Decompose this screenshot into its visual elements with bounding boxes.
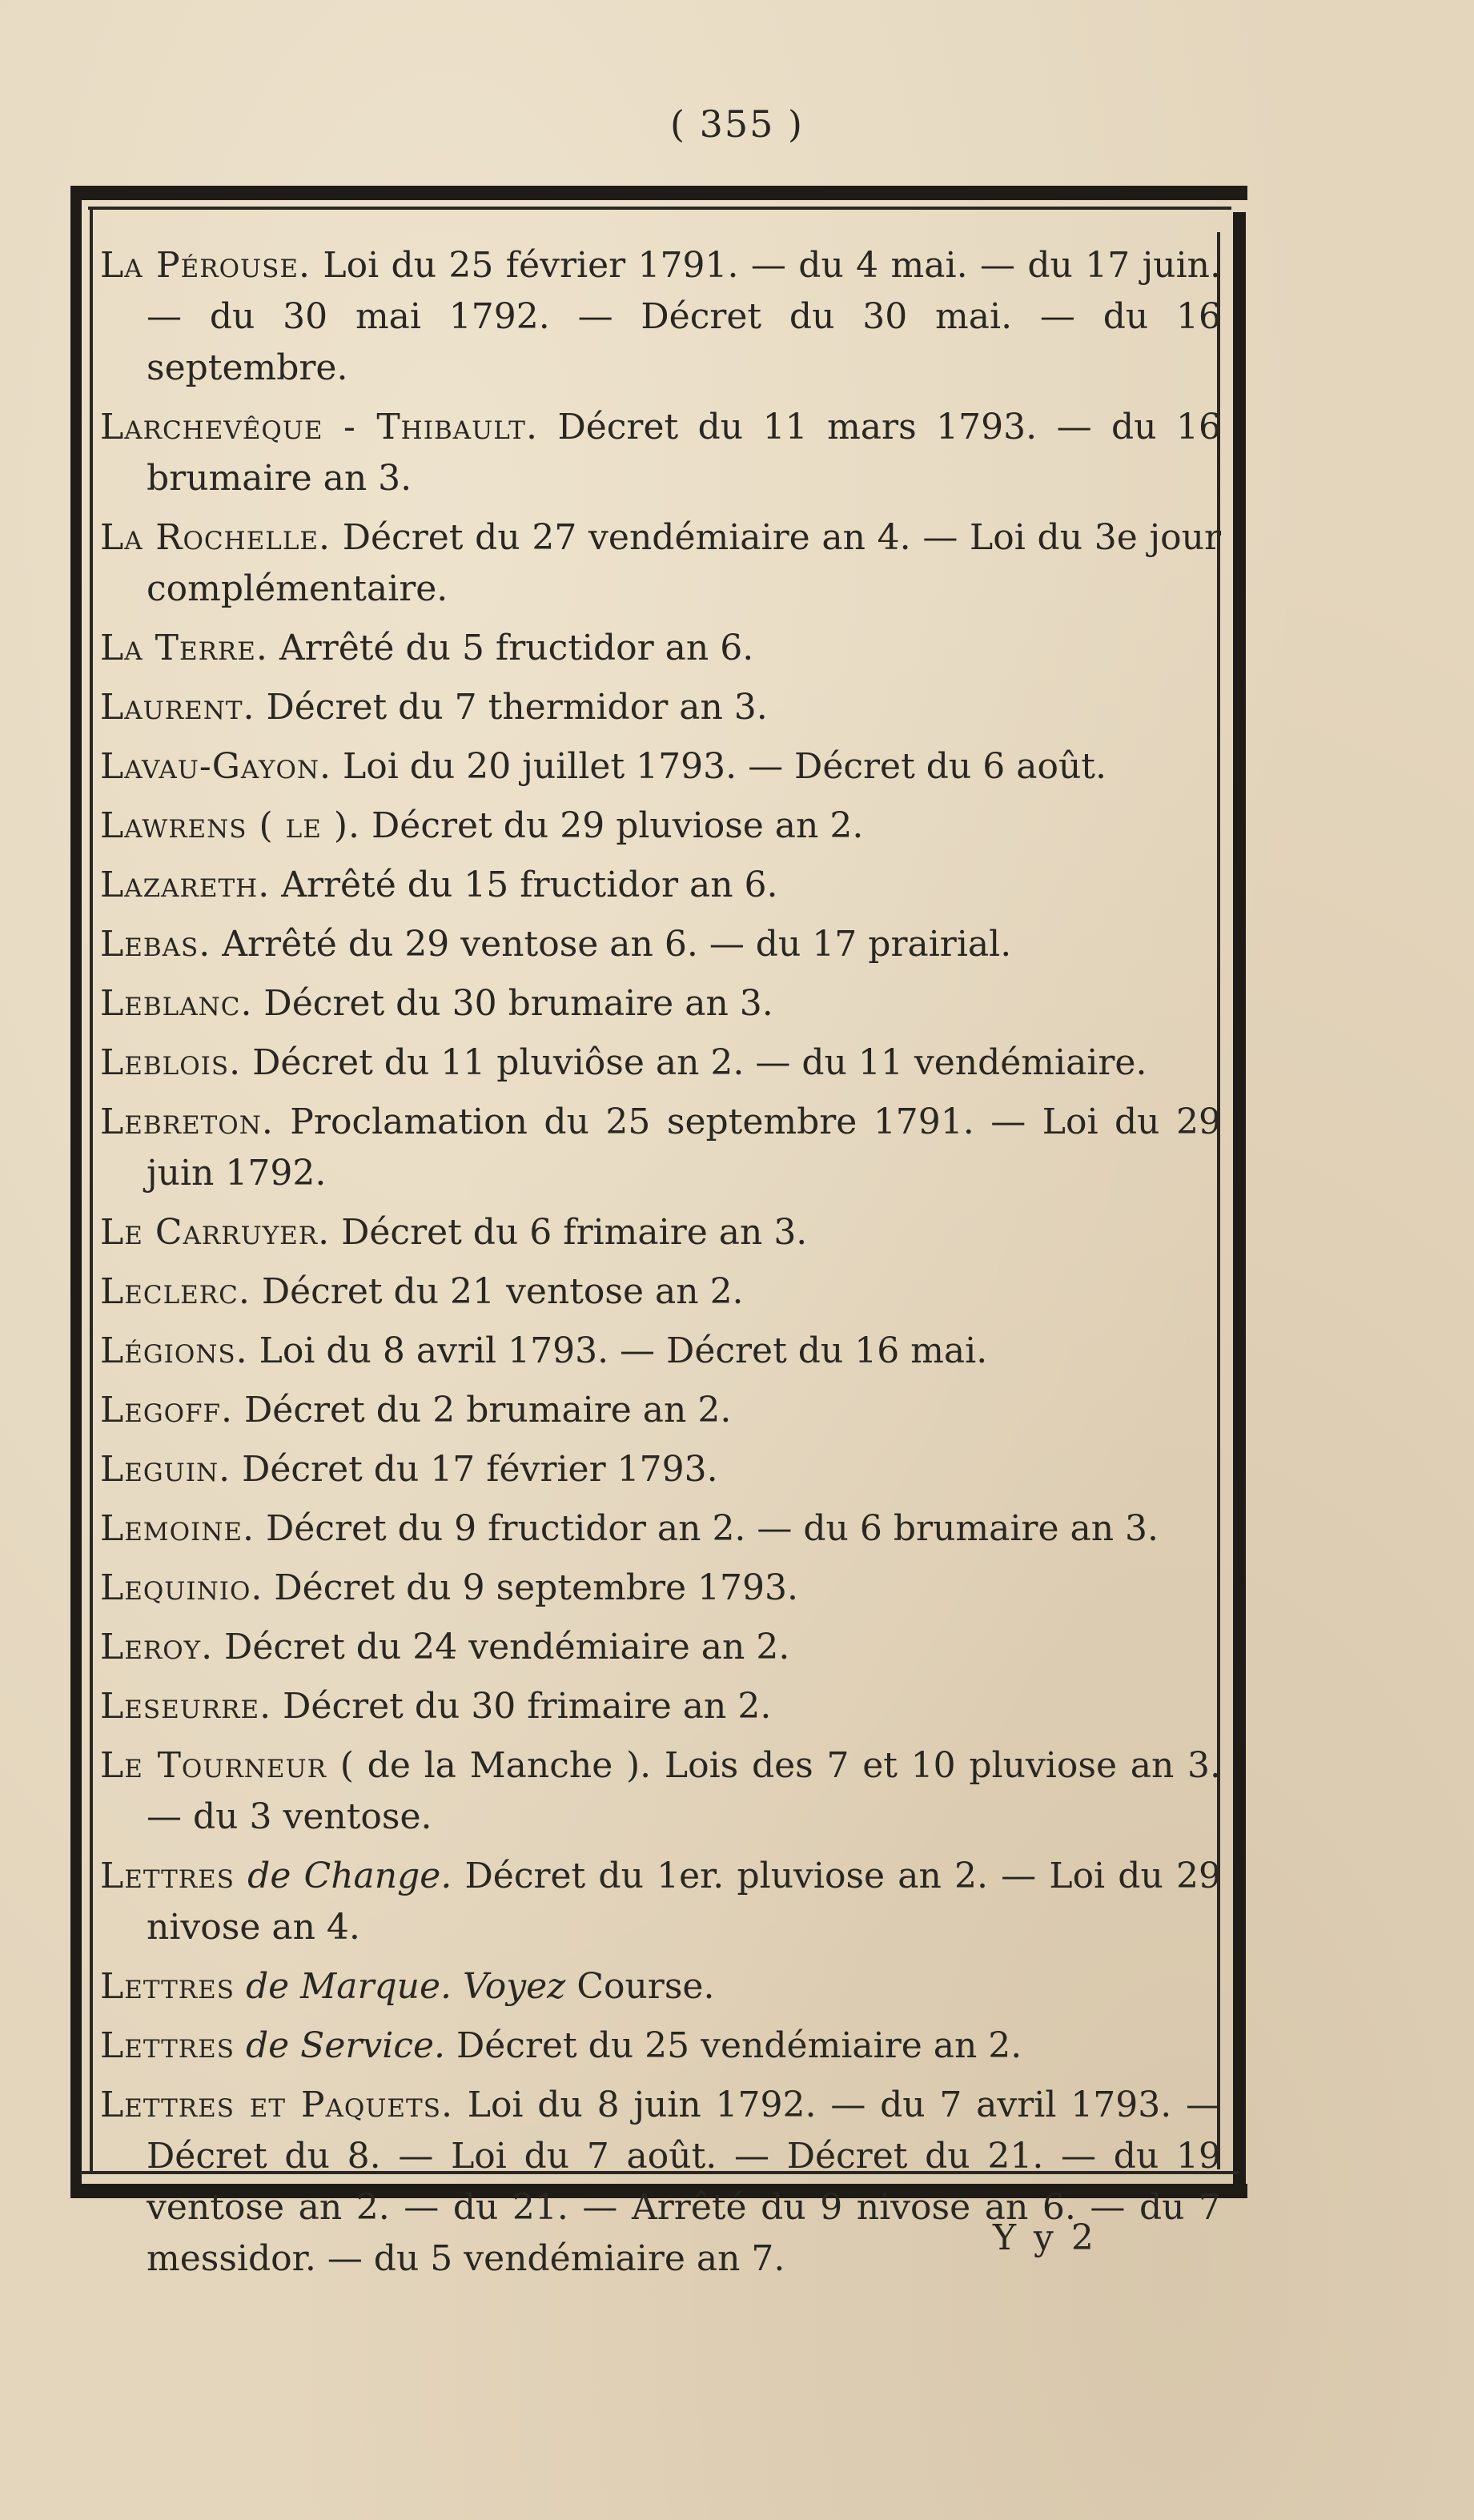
entry-headword: Lemoine. [100,1508,255,1549]
index-entry [100,1681,1221,1732]
entry-text: Proclamation du 25 septembre 1791. — Loi du 29 juin 1792. [147,1101,1221,1194]
entry-headword: Lebas. [100,924,211,965]
entry-text: Décret du 30 frimaire an 2. [271,1686,772,1727]
entry-text: Décret du 11 mars 1793. — du 16 brumaire an 3. [147,407,1222,499]
entry-italic: de Change. [247,1856,452,1896]
entry-spacer [235,1856,247,1896]
frame-rule-top [88,207,1231,210]
entry-text: Décret du 2 brumaire an 2. [233,1390,732,1431]
entry-headword: Legoff. [100,1390,234,1431]
page-number: ( 355 ) [670,102,804,146]
frame-border-right [1233,212,1246,2198]
entry-text: Décret du 11 pluviôse an 2. — du 11 vendémiaire. [241,1042,1147,1083]
entry-headword: Lequinio. [100,1567,263,1608]
index-entry [100,919,1221,970]
entry-spacer [235,2025,246,2066]
entry-spacer [235,1966,246,2007]
index-entry [100,1622,1221,1673]
entry-headword: Leclerc. [100,1271,251,1312]
entry-text: Décret du 9 fructidor an 2. — du 6 brumaire an 3. [255,1508,1159,1549]
entry-text: Décret du 24 vendémiaire an 2. [213,1627,790,1667]
entry-headword: Leblois. [100,1042,242,1083]
index-entry [100,1740,1221,1843]
index-entry [100,1097,1221,1199]
index-entry [100,978,1221,1029]
index-entry [100,1961,1221,2012]
entry-headword: La Pérouse. [100,245,311,286]
index-entry [100,402,1221,504]
entry-text: Course. [565,1966,715,2007]
entry-headword: Laurent. [100,687,255,728]
entry-headword: Lazareth. [100,865,271,905]
entry-text: Arrêté du 15 fructidor an 6. [270,865,778,905]
entry-headword: Légions. [100,1330,248,1371]
signature-mark: Y y 2 [993,2217,1097,2258]
index-entry [100,860,1221,911]
entry-headword: Le Tourneur [100,1745,327,1786]
entry-text: Loi du 25 février 1791. — du 4 mai. — du 17 juin. — du 30 mai 1792. — Décret du 30 mai. — du 16 septembre. [147,245,1221,388]
entry-headword: La Terre. [100,628,268,668]
entry-text: Décret du 6 frimaire an 3. [330,1212,808,1253]
entry-italic: de Marque. Voyez [245,1966,566,2007]
entry-text: Décret du 9 septembre 1793. [263,1567,798,1608]
entry-text: Décret du 21 ventose an 2. [250,1271,744,1312]
index-entry [100,1326,1221,1377]
entry-text: Arrêté du 29 ventose an 6. — du 17 prairial. [211,924,1012,965]
index-entry [100,682,1221,733]
entry-headword: Leseurre. [100,1686,272,1727]
entry-text: Loi du 20 juillet 1793. — Décret du 6 août. [331,746,1107,787]
entry-text: Loi du 8 avril 1793. — Décret du 16 mai. [247,1330,988,1371]
frame-border-left [70,186,82,2198]
index-entry [100,1207,1221,1258]
entry-headword: Lawrens ( le ). [100,805,361,846]
entry-headword: Leguin. [100,1449,231,1490]
index-entry [100,240,1221,394]
entry-text: Décret du 27 vendémiaire an 4. — Loi du 3e jour complémentaire. [147,517,1221,609]
index-entry [100,1385,1221,1436]
frame-rule-left [90,207,93,2174]
entry-headword: Leblanc. [100,983,253,1024]
frame-border-top [70,186,1247,200]
index-entry [100,741,1221,793]
entry-text: Décret du 17 février 1793. [231,1449,718,1490]
entry-text: Décret du 7 thermidor an 3. [255,687,768,728]
index-entry [100,1266,1221,1318]
entry-text: Arrêté du 5 fructidor an 6. [267,628,754,668]
entry-text: Décret du 1er. pluviose an 2. — Loi du 29 nivose an 4. [147,1856,1221,1948]
entry-text: Décret du 30 brumaire an 3. [252,983,773,1024]
index-entry [100,623,1221,674]
entry-headword: Lettres [100,1856,235,1896]
index-entry [100,801,1221,852]
index-entry [100,1444,1221,1495]
entry-italic: de Service. [245,2025,445,2066]
entry-headword: Lettres [100,1966,235,2007]
entry-headword: Lettres [100,2025,235,2066]
entry-text: Décret du 25 vendémiaire an 2. [445,2025,1022,2066]
index-entry [100,2020,1221,2072]
entry-headword: Le Carruyer. [100,1212,331,1253]
index-entry [100,1037,1221,1089]
index-entry [100,1851,1221,1953]
index-entry-list [100,240,1221,2293]
entry-text: Décret du 29 pluviose an 2. [360,805,864,846]
entry-text: ( de la Manche ). Lois des 7 et 10 pluviose an 3. — du 3 ventose. [147,1745,1221,1837]
entry-headword: La Rochelle. [100,517,331,558]
index-entry [100,1563,1221,1614]
entry-headword: Larchevêque - Thibault. [100,407,538,447]
entry-text: Loi du 8 juin 1792. — du 7 avril 1793. — Décret du 8. — Loi du 7 août. — Décret du 21. — du 19 ventose an 2. — du 21. — Arrêté du 9 nivose an 6. — du 7 messidor. — du 5 vendémiaire an 7. [147,2085,1221,2279]
entry-headword: Lettres et Paquets. [100,2085,453,2125]
entry-headword: Lavau-Gayon. [100,746,331,787]
entry-headword: Leroy. [100,1627,214,1667]
entry-headword: Lebreton. [100,1101,274,1142]
index-entry [100,512,1221,615]
index-entry [100,1503,1221,1555]
